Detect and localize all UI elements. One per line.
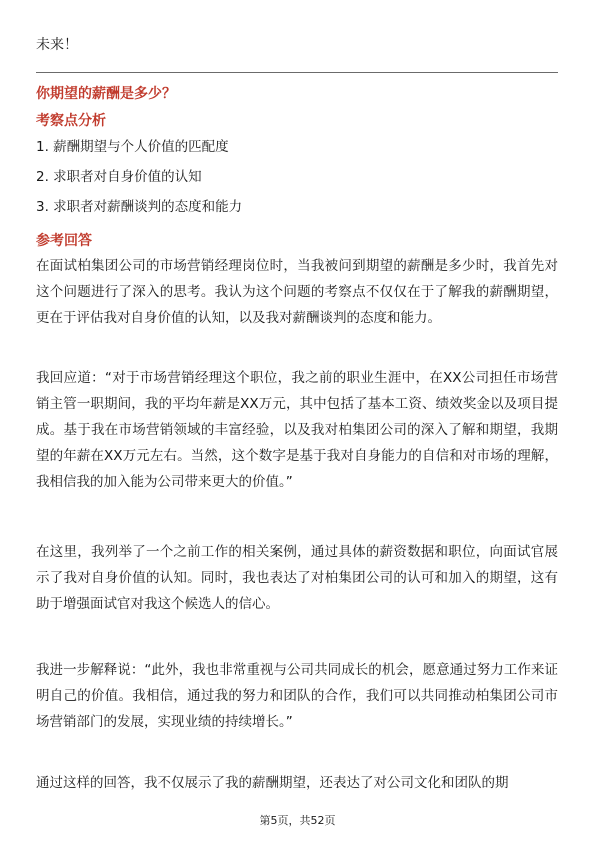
answer-paragraph-4: 我进一步解释说：“此外，我也非常重视与公司共同成长的机会，愿意通过努力工作来证明自己的价值。我相信，通过我的努力和团队的合作，我们可以共同推动柏集团公司市场营销部门的发展，实现业绩的持续增长。”	[36, 662, 558, 730]
analysis-heading: 考察点分析	[36, 113, 106, 129]
previous-page-continuation: 未来！	[36, 37, 78, 53]
answer-paragraph-3: 在这里，我列举了一个之前工作的相关案例，通过具体的薪资数据和职位，向面试官展示了我对自身价值的认知。同时，我也表达了对柏集团公司的认可和加入的期望，这有助于增强面试官对我这个候选人的信心。	[36, 544, 558, 612]
section-divider	[36, 72, 558, 73]
answer-heading: 参考回答	[36, 233, 92, 249]
answer-paragraph-5: 通过这样的回答，我不仅展示了我的薪酬期望，还表达了对公司文化和团队的期	[36, 775, 509, 791]
analysis-point-3: 3. 求职者对薪酬谈判的态度和能力	[36, 199, 243, 215]
answer-paragraph-2: 我回应道：“对于市场营销经理这个职位，我之前的职业生涯中，在XX公司担任市场营销主管一职期间，我的平均年薪是XX万元，其中包括了基本工资、绩效奖金以及项目提成。基于我在市场营销领域的丰富经验，以及我对柏集团公司的深入了解和期望，我期望的年薪在XX万元左右。当然，这个数字是基于我对自身能力的自信和对市场的理解，我相信我的加入能为公司带来更大的价值。”	[36, 370, 558, 490]
question-heading: 你期望的薪酬是多少？	[36, 86, 176, 102]
analysis-point-1: 1. 薪酬期望与个人价值的匹配度	[36, 139, 229, 155]
answer-paragraph-1: 在面试柏集团公司的市场营销经理岗位时，当我被问到期望的薪酬是多少时，我首先对这个问题进行了深入的思考。我认为这个问题的考察点不仅仅在于了解我的薪酬期望，更在于评估我对自身价值的认知，以及我对薪酬谈判的态度和能力。	[36, 258, 558, 326]
analysis-point-2: 2. 求职者对自身价值的认知	[36, 169, 202, 185]
document-page	[36, 0, 558, 842]
page-number: 第5页，共52页	[259, 814, 336, 827]
